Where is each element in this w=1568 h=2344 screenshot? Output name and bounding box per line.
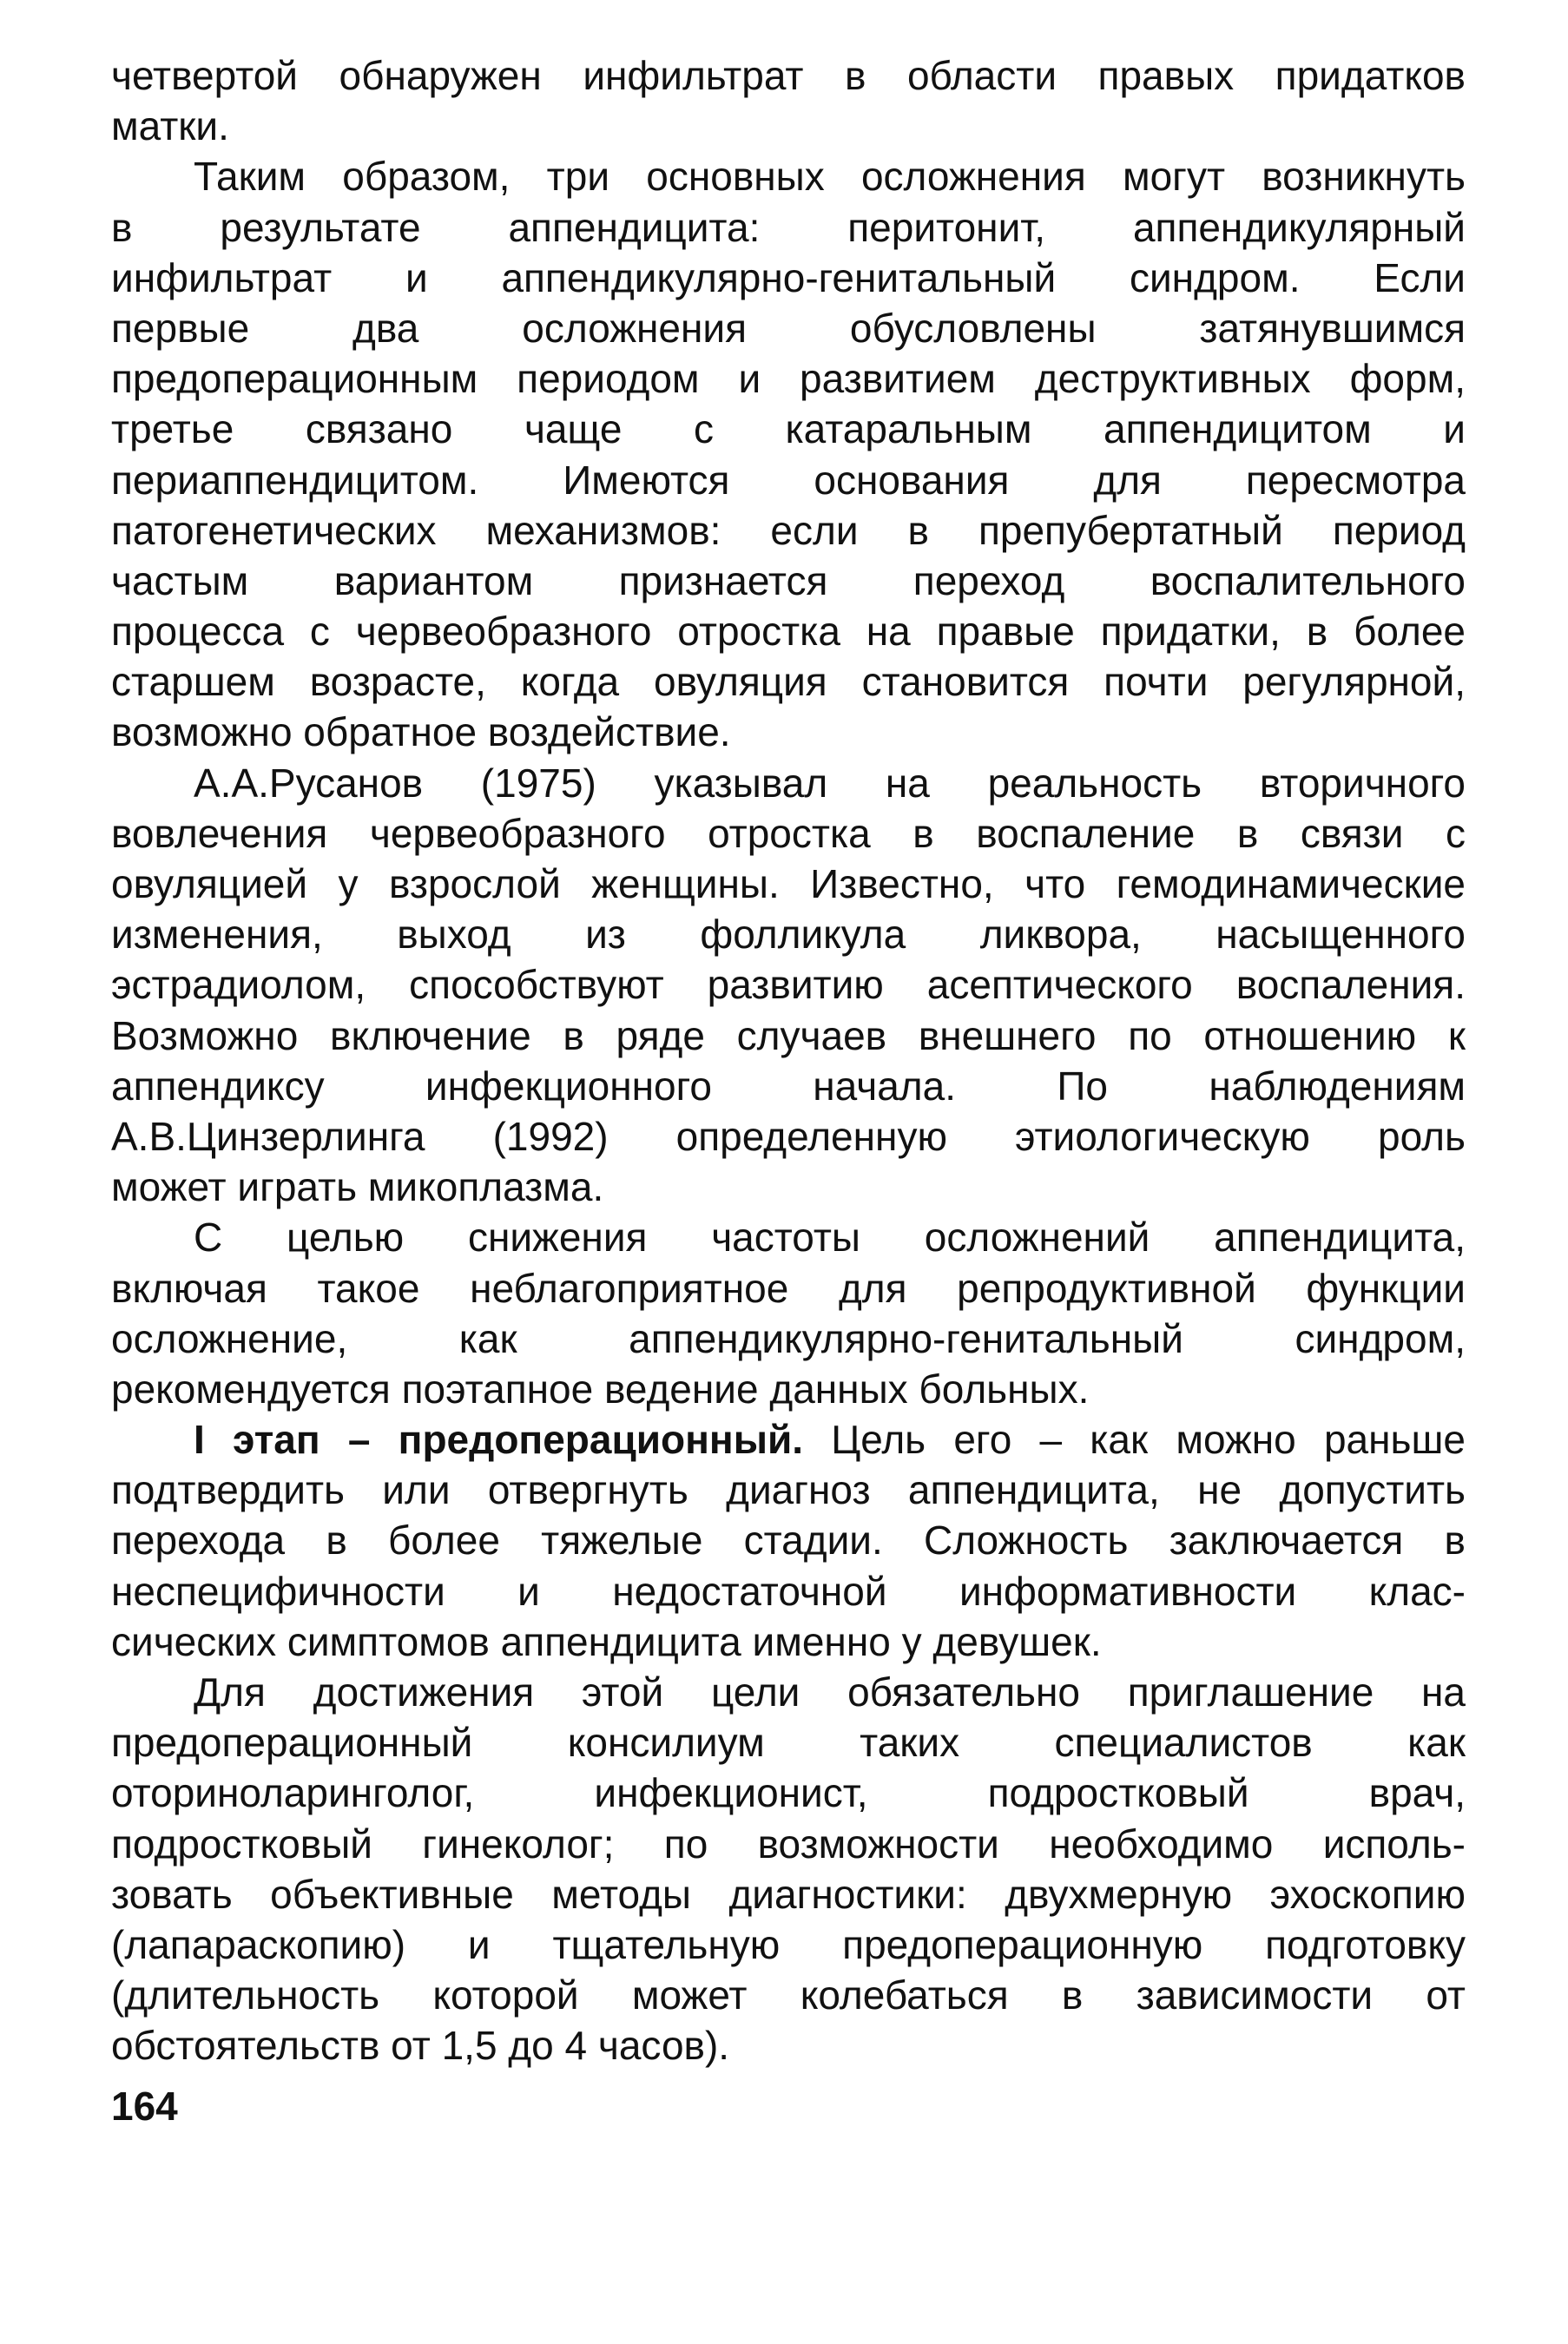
stage-heading: I этап – предоперационный. <box>194 1417 804 1463</box>
text-line: вовлечения червеобразного отростка в воспаление в связи с <box>111 810 1466 856</box>
text-line: рекомендуется поэтапное ведение данных больных. <box>111 1366 1090 1412</box>
text-line: старшем возрасте, когда овуляция становится почти регулярной, <box>111 659 1466 705</box>
paragraph-first-line: Для достижения этой цели обязательно приглашение на <box>194 1669 1466 1715</box>
text-line: матки. <box>111 103 229 149</box>
text-line: А.В.Цинзерлинга (1992) определенную этиологическую роль <box>111 1113 1466 1159</box>
text-line: возможно обратное воздействие. <box>111 709 731 755</box>
page-body <box>111 50 1466 2071</box>
text-line: изменения, выход из фолликула ликвора, насыщенного <box>111 912 1466 958</box>
text-line: частым вариантом признается переход воспалительного <box>111 557 1466 603</box>
text-line: (длительность которой может колебаться в зависимости от <box>111 1972 1466 2018</box>
text-line: сических симптомов аппендицита именно у девушек. <box>111 1618 1102 1664</box>
text-line: перехода в более тяжелые стадии. Сложность заключается в <box>111 1518 1466 1564</box>
text-line: может играть микоплазма. <box>111 1164 604 1210</box>
paragraph-first-line: С целью снижения частоты осложнений аппендицита, <box>194 1215 1466 1261</box>
text-line: (лапараскопию) и тщательную предоперационную подготовку <box>111 1921 1466 1967</box>
page-number: 164 <box>111 2084 178 2129</box>
paragraph-first-line <box>111 1414 1466 1465</box>
text-line: включая такое неблагоприятное для репродуктивной функции <box>111 1265 1466 1311</box>
text-line: осложнение, как аппендикулярно-генитальный синдром, <box>111 1315 1466 1361</box>
text-line: неспецифичности и недостаточной информативности клас- <box>111 1568 1466 1614</box>
text-line: оториноларинголог, инфекционист, подростковый врач, <box>111 1770 1466 1816</box>
text-line: инфильтрат и аппендикулярно-генитальный синдром. Если <box>111 254 1466 300</box>
paragraph-first-line: А.А.Русанов (1975) указывал на реальность вторичного <box>194 760 1466 806</box>
text-line: аппендиксу инфекционного начала. По наблюдениям <box>111 1063 1466 1109</box>
paragraph-first-line: Таким образом, три основных осложнения могут возникнуть <box>194 154 1466 200</box>
text-line: патогенетических механизмов: если в препубертатный период <box>111 507 1466 553</box>
text-line: предоперационный консилиум таких специалистов как <box>111 1720 1466 1766</box>
stage-heading-continuation: Цель его – как можно раньше <box>803 1417 1466 1463</box>
text-line: в результате аппендицита: перитонит, аппендикулярный <box>111 204 1466 250</box>
text-line: третье связано чаще с катаральным аппендицитом и <box>111 406 1466 452</box>
text-line: овуляцией у взрослой женщины. Известно, что гемодинамические <box>111 861 1466 906</box>
text-line: обстоятельств от 1,5 до 4 часов). <box>111 2023 730 2069</box>
text-line: процесса с червеобразного отростка на правые придатки, в более <box>111 609 1466 655</box>
text-line: подтвердить или отвергнуть диагноз аппендицита, не допустить <box>111 1467 1466 1513</box>
text-line: зовать объективные методы диагностики: двухмерную эхоскопию <box>111 1871 1466 1917</box>
text-line: подростковый гинеколог; по возможности необходимо исполь- <box>111 1821 1466 1867</box>
text-line: эстрадиолом, способствуют развитию асептического воспаления. <box>111 962 1466 1008</box>
text-line: первые два осложнения обусловлены затянувшимся <box>111 305 1466 351</box>
text-line: периаппендицитом. Имеются основания для пересмотра <box>111 457 1466 503</box>
text-line: предоперационным периодом и развитием деструктивных форм, <box>111 356 1466 402</box>
text-line: Возможно включение в ряде случаев внешнего по отношению к <box>111 1012 1466 1058</box>
text-line: четвертой обнаружен инфильтрат в области правых придатков <box>111 53 1466 98</box>
